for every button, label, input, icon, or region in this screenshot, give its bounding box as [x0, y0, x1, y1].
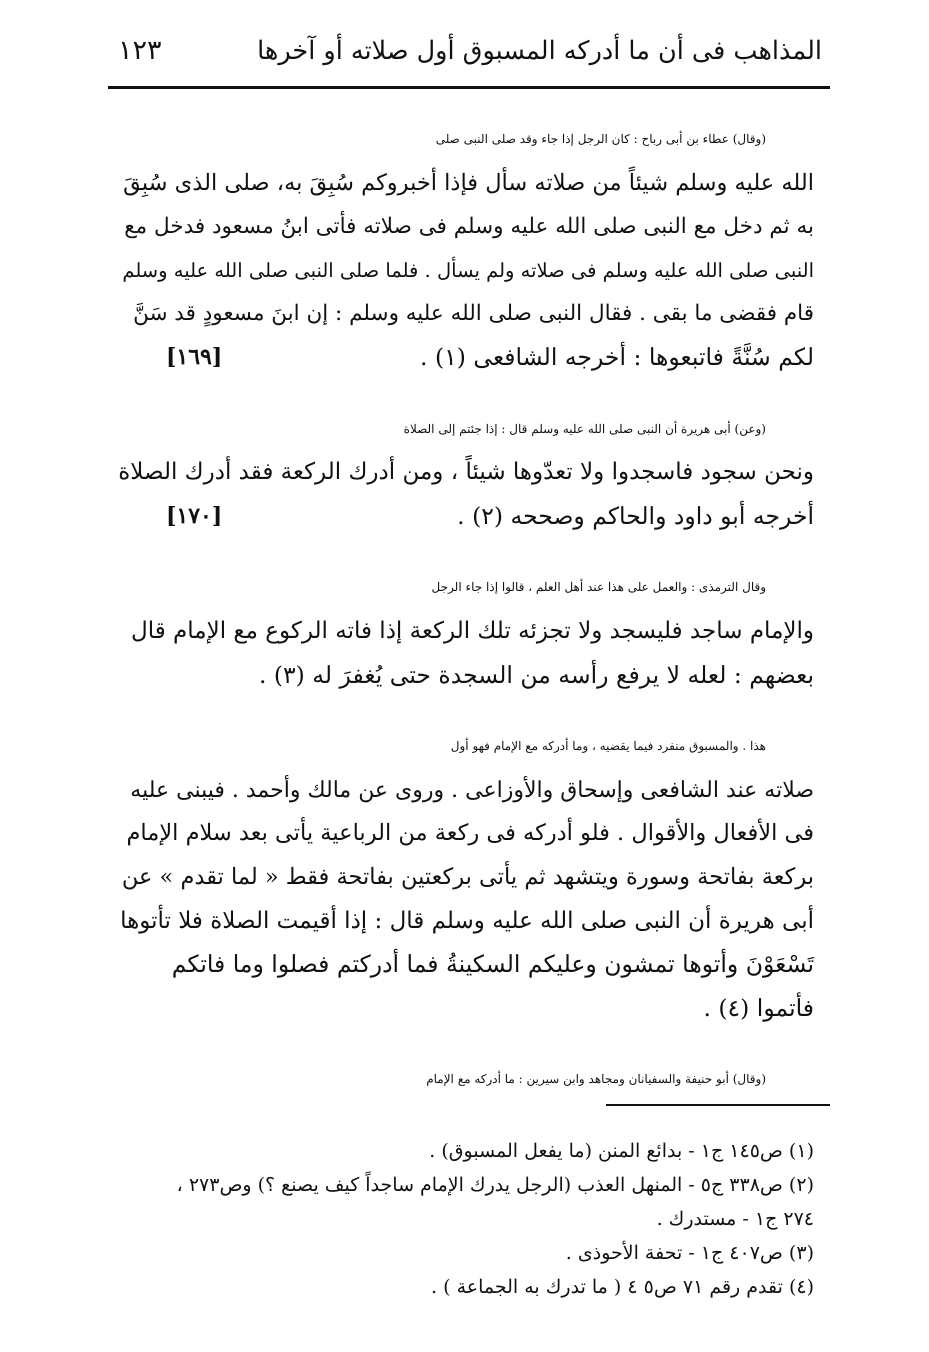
- text-line: وقال الترمذى : والعمل على هذا عند أهل العلم ، قالوا إذا جاء الرجل: [431, 580, 766, 595]
- footnote-divider: [606, 1104, 830, 1106]
- hadith-number: [١٧٠]: [166, 502, 223, 529]
- text-line: أبى هريرة أن النبى صلى الله عليه وسلم قال : إذا أقيمت الصلاة فلا تأتوها: [120, 907, 814, 934]
- paragraph-ata: [118, 118, 814, 380]
- paragraph-tirmidhi: [118, 566, 814, 697]
- page-number: ١٢٣: [118, 35, 162, 66]
- footnote-1: (١) ص١٤٥ ج١ - بدائع المنن (ما يفعل المسبوق) .: [429, 1140, 814, 1162]
- text-line: أخرجه أبو داود والحاكم وصححه (٢) .: [457, 501, 814, 530]
- text-line: (وعن) أبى هريرة أن النبى صلى الله عليه وسلم قال : إذا جئتم إلى الصلاة: [403, 421, 766, 436]
- paragraph-masbuq: [118, 725, 814, 1030]
- text-line: قام فقضى ما بقى . فقال النبى صلى الله عليه وسلم : إن ابنَ مسعودٍ قد سَنَّ: [133, 301, 814, 327]
- header-divider: [108, 86, 830, 89]
- footnote-3: (٣) ص٤٠٧ ج١ - تحفة الأحوذى .: [565, 1242, 814, 1264]
- text-line: فى الأفعال والأقوال . فلو أدركه فى ركعة من الرباعية يأتى بعد سلام الإمام: [126, 820, 814, 847]
- paragraph-abu-hurayra: [118, 408, 814, 539]
- text-line: ونحن سجود فاسجدوا ولا تعدّوها شيئاً ، ومن أدرك الركعة فقد أدرك الصلاة: [118, 459, 814, 486]
- text-line: الله عليه وسلم شيئاً من صلاته سأل فإذا أخبروكم سُبِقَ به، صلى الذى سُبِقَ: [123, 169, 814, 196]
- text-line: (وقال) أبو حنيفة والسفيانان ومجاهد وابن سيرين : ما أدركه مع الإمام: [426, 1072, 766, 1087]
- text-line: بركعة بفاتحة وسورة ويتشهد ثم يأتى بركعتين بفاتحة فقط « لما تقدم » عن: [121, 863, 814, 890]
- text-line: فأتموا (٤) .: [703, 993, 814, 1022]
- text-line: به ثم دخل مع النبى صلى الله عليه وسلم فى صلاته فأتى ابنُ مسعود فدخل مع: [124, 214, 814, 240]
- main-text: [118, 118, 814, 1130]
- footnote-4: (٤) تقدم رقم ٧١ ص٥ ٤ ( ما تدرك به الجماعة ) .: [431, 1276, 814, 1298]
- text-line: (وقال) عطاء بن أبى رباح : كان الرجل إذا جاء وقد صلى النبى صلى: [435, 132, 766, 146]
- footnote-2: (٢) ص٣٣٨ ج٥ - المنهل العذب (الرجل يدرك الإمام ساجداً كيف يصنع ؟) وص٢٧٣ ،: [176, 1174, 814, 1196]
- text-line: هذا . والمسبوق منفرد فيما يقضيه ، وما أدركه مع الإمام فهو أول: [450, 739, 766, 754]
- hadith-number: [١٦٩]: [166, 343, 223, 370]
- text-line: بعضهم : لعله لا يرفع رأسه من السجدة حتى يُغفرَ له (٣) .: [258, 660, 814, 689]
- text-line: النبى صلى الله عليه وسلم فى صلاته ولم يسأل . فلما صلى النبى صلى الله عليه وسلم: [122, 258, 814, 282]
- running-title: المذاهب فى أن ما أدركه المسبوق أول صلاته أو آخرها: [257, 36, 822, 66]
- footnote-2-continued: ٢٧٤ ج١ - مستدرك .: [656, 1208, 814, 1230]
- paragraph-abu-hanifa: [118, 1058, 814, 1102]
- text-line: تَسْعَوْنَ وأتوها تمشون وعليكم السكينةُ فما أدركتم فصلوا وما فاتكم: [171, 950, 814, 979]
- text-line: والإمام ساجد فليسجد ولا تجزئه تلك الركعة إذا فاته الركوع مع الإمام قال: [131, 617, 814, 644]
- text-line: لكم سُنَّةً فاتبعوها : أخرجه الشافعى (١) .: [420, 342, 814, 371]
- footnotes: [118, 1134, 814, 1304]
- page-header: [108, 28, 830, 78]
- text-line: صلاته عند الشافعى وإسحاق والأوزاعى . وروى عن مالك وأحمد . فيبنى عليه: [130, 777, 814, 803]
